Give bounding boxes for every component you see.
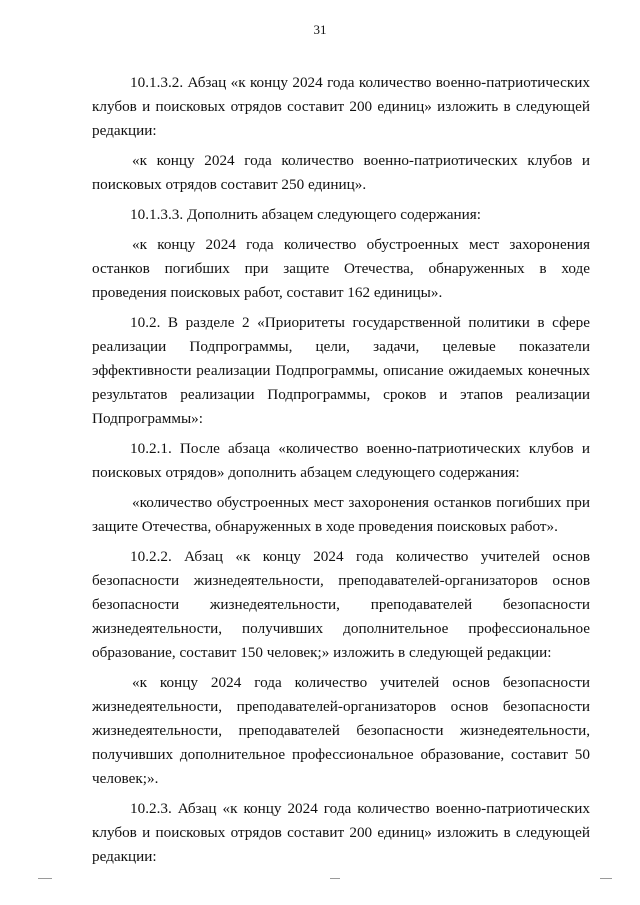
- scan-artifact-right: [600, 878, 612, 879]
- paragraph-quote-50-teachers: «к концу 2024 года количество учителей основ безопасности жизнедеятельности, преподавателей-организаторов основ безопасности жизнедеятельности, преподавателей безопасности жизнедеятельности, получивших дополнительное профессиональное образование, составит 50 человек;».: [92, 674, 590, 787]
- paragraph-10-1-3-3: 10.1.3.3. Дополнить абзацем следующего содержания:: [130, 206, 481, 223]
- paragraph-quote-162-units: «к концу 2024 года количество обустроенных мест захоронения останков погибших при защите Отечества, обнаруженных в ходе проведения поисковых работ, составит 162 единицы».: [92, 236, 590, 301]
- paragraph-10-2-3: 10.2.3. Абзац «к концу 2024 года количество военно-патриотических клубов и поисковых отрядов составит 200 единиц» изложить в следующей редакции:: [92, 800, 590, 865]
- document-body: [92, 71, 590, 875]
- paragraph-10-2: 10.2. В разделе 2 «Приоритеты государственной политики в сфере реализации Подпрограммы, цели, задачи, целевые показатели эффективности реализации Подпрограммы, описание ожидаемых конечных результатов реализации Подпрограммы, сроков и этапов реализации Подпрограммы»:: [92, 314, 590, 427]
- scan-artifact-center: [330, 878, 340, 879]
- paragraph-quote-250-units: «к концу 2024 года количество военно-патриотических клубов и поисковых отрядов составит 250 единиц».: [92, 152, 590, 193]
- page-number: 31: [313, 22, 327, 37]
- paragraph-10-2-1: 10.2.1. После абзаца «количество военно-патриотических клубов и поисковых отрядов» дополнить абзацем следующего содержания:: [92, 440, 590, 481]
- paragraph-10-1-3-2: 10.1.3.2. Абзац «к концу 2024 года количество военно-патриотических клубов и поисковых отрядов составит 200 единиц» изложить в следующей редакции:: [92, 74, 590, 139]
- scan-artifact-left: [38, 878, 52, 879]
- paragraph-10-2-2: 10.2.2. Абзац «к концу 2024 года количество учителей основ безопасности жизнедеятельности, преподавателей-организаторов основ безопасности жизнедеятельности, преподавателей безопасности жизнедеятельности, получивших дополнительное профессиональное образование, составит 150 человек;» изложить в следующей редакции:: [92, 548, 590, 661]
- paragraph-quote-burial-sites: «количество обустроенных мест захоронения останков погибших при защите Отечества, обнаруженных в ходе проведения поисковых работ».: [92, 494, 590, 535]
